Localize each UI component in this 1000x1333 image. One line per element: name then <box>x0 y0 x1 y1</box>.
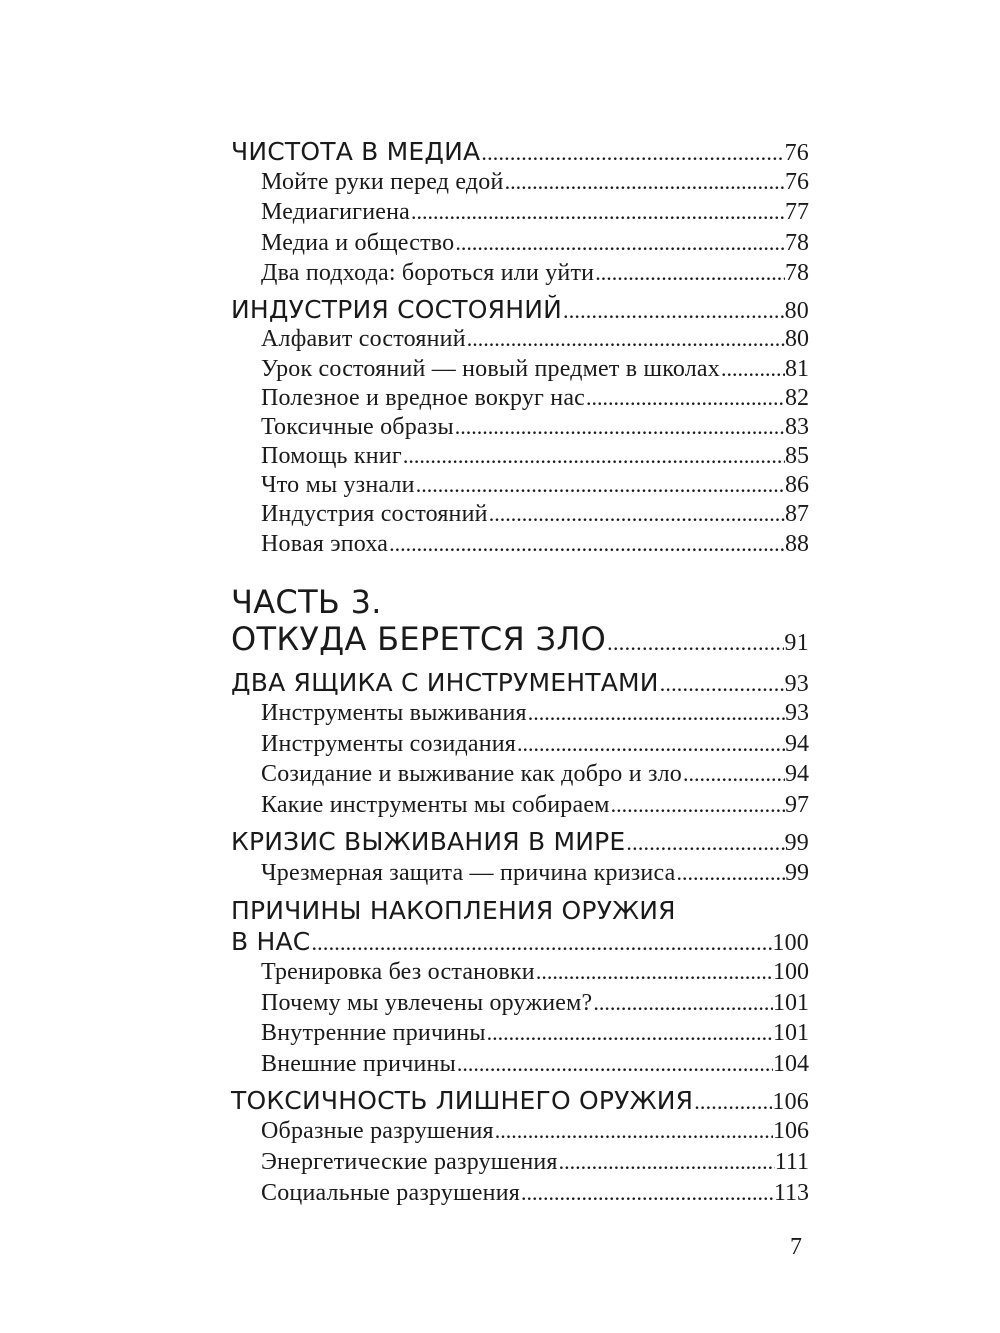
toc-subentry[interactable] <box>231 1149 809 1176</box>
toc-entry-page: 80 <box>785 326 809 352</box>
toc-subentry[interactable] <box>231 959 809 986</box>
toc-entry-title: ДВА ЯЩИКА С ИНСТРУМЕНТАМИ <box>231 668 659 697</box>
toc-entry-title: Внешние причины <box>261 1051 456 1077</box>
toc-entry-title: ЧИСТОТА В МЕДИА <box>231 137 481 166</box>
toc-subentry[interactable] <box>231 260 809 287</box>
toc-subentry[interactable] <box>231 990 809 1017</box>
toc-entry-title: Токсичные образы <box>261 414 454 440</box>
toc-section[interactable] <box>231 827 809 857</box>
dot-leader <box>486 1020 773 1046</box>
toc-subentry[interactable] <box>231 860 809 887</box>
dot-leader <box>456 1051 773 1077</box>
dot-leader <box>606 630 784 656</box>
toc-entry-page: 104 <box>773 1051 809 1077</box>
toc-entry-title: ОТКУДА БЕРЕТСЯ ЗЛО <box>231 620 607 658</box>
dot-leader <box>410 199 785 225</box>
toc-entry-title: В НАС <box>231 927 311 956</box>
toc-subentry[interactable] <box>231 472 809 499</box>
toc-entry-title: Урок состояний — новый предмет в школах <box>261 356 720 382</box>
toc-subentry[interactable] <box>231 731 809 758</box>
toc-heading-line: ПРИЧИНЫ НАКОПЛЕНИЯ ОРУЖИЯ <box>231 896 676 925</box>
toc-entry-page: 94 <box>785 761 809 787</box>
toc-entry-title: Мойте руки перед едой <box>261 169 504 195</box>
dot-leader <box>527 700 785 726</box>
toc-entry-page: 91 <box>784 630 809 656</box>
dot-leader <box>415 472 785 498</box>
toc-entry-page: 88 <box>785 531 809 557</box>
dot-leader <box>675 860 785 886</box>
toc-entry-page: 93 <box>785 700 809 726</box>
toc-entry-title: Какие инструменты мы собираем <box>261 792 610 818</box>
table-of-contents <box>231 0 809 1333</box>
page-number: 7 <box>790 1234 802 1260</box>
dot-leader <box>480 140 784 166</box>
toc-section[interactable] <box>231 927 809 957</box>
toc-entry-page: 77 <box>785 199 809 225</box>
toc-entry-page: 97 <box>785 792 809 818</box>
toc-entry-page: 99 <box>784 830 809 856</box>
toc-entry-title: ИНДУСТРИЯ СОСТОЯНИЙ <box>231 295 562 324</box>
toc-entry-page: 113 <box>773 1180 809 1206</box>
toc-subentry[interactable] <box>231 443 809 470</box>
toc-subentry[interactable] <box>231 1020 809 1047</box>
toc-subentry[interactable] <box>231 761 809 788</box>
toc-entry-page: 78 <box>785 230 809 256</box>
toc-entry-title: Что мы узнали <box>261 472 415 498</box>
toc-entry-title: Созидание и выживание как добро и зло <box>261 761 683 787</box>
dot-leader <box>310 930 772 956</box>
toc-section[interactable] <box>231 137 809 167</box>
dot-leader <box>504 169 785 195</box>
dot-leader <box>720 356 785 382</box>
dot-leader <box>585 385 785 411</box>
toc-part[interactable] <box>231 620 809 658</box>
toc-entry-title: Медиагигиена <box>261 199 410 225</box>
dot-leader <box>592 990 773 1016</box>
toc-entry-title: Почему мы увлечены оружием? <box>261 990 593 1016</box>
toc-entry-title: Инструменты выживания <box>261 700 527 726</box>
toc-section[interactable] <box>231 295 809 325</box>
toc-subentry[interactable] <box>231 1118 809 1145</box>
toc-entry-page: 100 <box>772 930 809 956</box>
toc-entry-page: 93 <box>784 671 809 697</box>
toc-entry-page: 85 <box>785 443 809 469</box>
toc-entry-page: 78 <box>785 260 809 286</box>
dot-leader <box>535 959 773 985</box>
toc-subentry[interactable] <box>231 792 809 819</box>
toc-subentry[interactable] <box>231 700 809 727</box>
dot-leader <box>488 501 785 527</box>
toc-subentry[interactable] <box>231 414 809 441</box>
toc-entry-title: Чрезмерная защита — причина кризиса <box>261 860 676 886</box>
dot-leader <box>562 298 785 324</box>
toc-entry-page: 100 <box>773 959 809 985</box>
dot-leader <box>625 830 784 856</box>
toc-entry-page: 106 <box>773 1118 809 1144</box>
dot-leader <box>610 792 785 818</box>
toc-entry-title: ТОКСИЧНОСТЬ ЛИШНЕГО ОРУЖИЯ <box>231 1086 694 1115</box>
toc-heading-line: ЧАСТЬ 3. <box>231 583 382 621</box>
toc-entry-title: Энергетические разрушения <box>261 1149 558 1175</box>
dot-leader <box>520 1180 774 1206</box>
toc-entry-title: Полезное и вредное вокруг нас <box>261 385 586 411</box>
toc-entry-title: Внутренние причины <box>261 1020 486 1046</box>
toc-subentry[interactable] <box>231 501 809 528</box>
toc-entry-page: 94 <box>785 731 809 757</box>
toc-section[interactable] <box>231 1086 809 1116</box>
toc-entry-page: 80 <box>784 298 809 324</box>
dot-leader <box>594 260 785 286</box>
toc-entry-title: Инструменты созидания <box>261 731 517 757</box>
toc-subentry[interactable] <box>231 1180 809 1207</box>
toc-entry-page: 81 <box>785 356 809 382</box>
toc-subentry[interactable] <box>231 531 809 558</box>
dot-leader <box>388 531 785 557</box>
dot-leader <box>659 671 785 697</box>
dot-leader <box>516 731 785 757</box>
toc-entry-title: Тренировка без остановки <box>261 959 535 985</box>
toc-entry-page: 86 <box>785 472 809 498</box>
toc-entry-title: Образные разрушения <box>261 1118 494 1144</box>
toc-entry-page: 76 <box>785 169 809 195</box>
toc-entry-title: КРИЗИС ВЫЖИВАНИЯ В МИРЕ <box>231 827 626 856</box>
toc-entry-title: Новая эпоха <box>261 531 389 557</box>
toc-subentry[interactable] <box>231 356 809 383</box>
toc-entry-page: 87 <box>785 501 809 527</box>
toc-entry-title: Два подхода: бороться или уйти <box>261 260 595 286</box>
toc-entry-title: Социальные разрушения <box>261 1180 520 1206</box>
toc-entry-page: 101 <box>773 1020 809 1046</box>
toc-entry-title: Алфавит состояний <box>261 326 466 352</box>
toc-subentry[interactable] <box>231 326 809 353</box>
dot-leader <box>693 1089 772 1115</box>
toc-entry-page: 83 <box>785 414 809 440</box>
dot-leader <box>402 443 785 469</box>
toc-entry-page: 82 <box>785 385 809 411</box>
toc-subentry[interactable] <box>231 230 809 257</box>
toc-subentry[interactable] <box>231 385 809 412</box>
dot-leader <box>558 1149 775 1175</box>
toc-entry-page: 111 <box>774 1149 809 1175</box>
toc-entry-page: 101 <box>773 990 809 1016</box>
dot-leader <box>454 230 785 256</box>
dot-leader <box>466 326 785 352</box>
dot-leader <box>494 1118 773 1144</box>
toc-entry-page: 106 <box>772 1089 809 1115</box>
toc-subentry[interactable] <box>231 199 809 226</box>
toc-subentry[interactable] <box>231 1051 809 1078</box>
toc-section[interactable] <box>231 668 809 698</box>
toc-entry-page: 76 <box>784 140 809 166</box>
toc-entry-title: Помощь книг <box>261 443 402 469</box>
toc-entry-title: Медиа и общество <box>261 230 455 256</box>
toc-entry-page: 99 <box>785 860 809 886</box>
toc-subentry[interactable] <box>231 169 809 196</box>
dot-leader <box>454 414 785 440</box>
toc-entry-title: Индустрия состояний <box>261 501 488 527</box>
dot-leader <box>682 761 785 787</box>
